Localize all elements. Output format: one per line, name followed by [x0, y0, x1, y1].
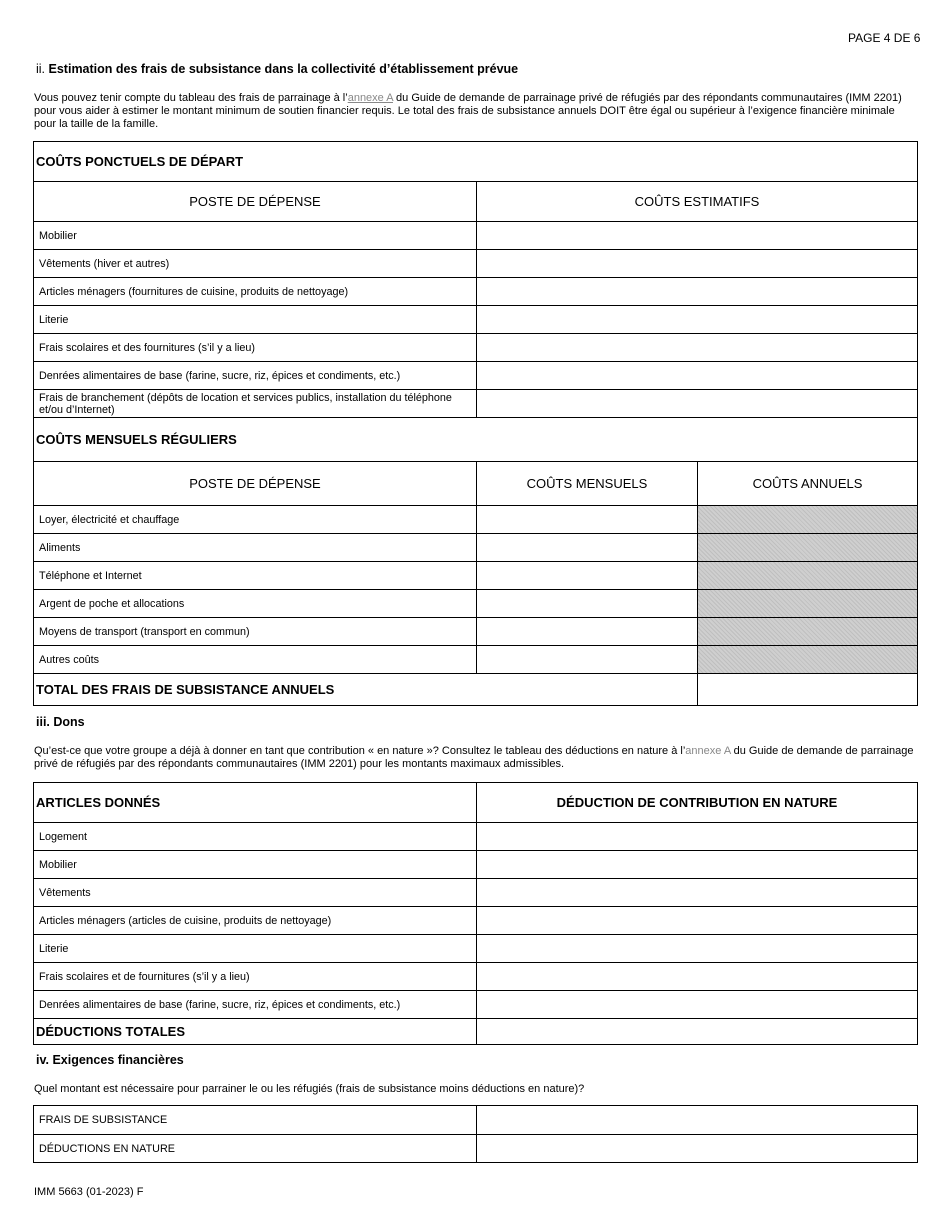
- monthly-title: COÛTS MENSUELS RÉGULIERS: [36, 432, 237, 447]
- row-label: Literie: [39, 313, 69, 326]
- donations-col-item: ARTICLES DONNÉS: [36, 795, 161, 810]
- deduction-input[interactable]: [476, 851, 917, 878]
- section-ii-title: [36, 62, 518, 76]
- row-label: Vêtements (hiver et autres): [39, 257, 170, 270]
- monthly-title-row: [34, 417, 917, 461]
- donations-header-row: [34, 783, 917, 822]
- table-row: [34, 934, 917, 962]
- estimated-cost-input[interactable]: [476, 334, 917, 361]
- row-label: Mobilier: [39, 858, 77, 871]
- table-row: [34, 906, 917, 934]
- one-time-col-cost: COÛTS ESTIMATIFS: [476, 182, 917, 221]
- row-label: DÉDUCTIONS EN NATURE: [39, 1142, 175, 1155]
- deduction-input[interactable]: [476, 879, 917, 906]
- section-iii-intro: Qu’est-ce que votre groupe a déjà à donner en tant que contribution « en nature »? Consultez le tableau des déductions en nature à l’annexe A du Guide de demande de parrainage privé de réfugiés par des répondants communautaires (IMM 2201) pour les montants maximaux admissibles.: [34, 745, 914, 770]
- living-costs-table: [33, 141, 918, 706]
- form-number: IMM 5663 (01-2023) F: [34, 1186, 144, 1198]
- table-row: [34, 1134, 917, 1162]
- row-label: Articles ménagers (articles de cuisine, produits de nettoyage): [39, 914, 332, 927]
- requirements-table: [33, 1105, 918, 1163]
- deduction-input[interactable]: [476, 963, 917, 990]
- row-label: Mobilier: [39, 229, 77, 242]
- deduction-input[interactable]: [476, 935, 917, 962]
- table-row: [34, 533, 917, 561]
- estimated-cost-input[interactable]: [476, 362, 917, 389]
- monthly-cost-input[interactable]: [476, 506, 697, 533]
- one-time-title: COÛTS PONCTUELS DE DÉPART: [36, 154, 244, 169]
- annexe-a-link[interactable]: annexe A: [685, 745, 731, 757]
- table-row: [34, 990, 917, 1018]
- estimated-cost-input[interactable]: [476, 222, 917, 249]
- living-costs-input[interactable]: [476, 1106, 917, 1134]
- section-ii-heading: Estimation des frais de subsistance dans la collectivité d’établissement prévue: [48, 62, 519, 76]
- table-row: [34, 561, 917, 589]
- monthly-col-annual: COÛTS ANNUELS: [697, 462, 917, 505]
- table-row: [34, 389, 917, 417]
- table-row: [34, 962, 917, 990]
- estimated-cost-input[interactable]: [476, 250, 917, 277]
- table-row: [34, 333, 917, 361]
- row-label: Frais de branchement (dépôts de location et services publics, installation du téléphone et/ou d’Internet): [39, 391, 452, 416]
- row-label: Denrées alimentaires de base (farine, sucre, riz, épices et condiments, etc.): [39, 998, 401, 1011]
- section-ii-intro: Vous pouvez tenir compte du tableau des frais de parrainage à l’annexe A du Guide de demande de parrainage privé de réfugiés par des répondants communautaires (IMM 2201) pour vous aider à estimer le montant minimum de soutien financier requis. Le total des frais de subsistance annuels DOIT être égal ou supérieur à l’exigence financière minimale pour la taille de la famille.: [34, 92, 902, 130]
- monthly-cost-input[interactable]: [476, 646, 697, 673]
- page-number: PAGE 4 DE 6: [848, 31, 921, 45]
- estimated-cost-input[interactable]: [476, 390, 917, 417]
- monthly-cost-input[interactable]: [476, 534, 697, 561]
- table-row: [34, 505, 917, 533]
- table-row: [34, 850, 917, 878]
- row-label: Vêtements: [39, 886, 91, 899]
- table-row: [34, 305, 917, 333]
- annual-cost-field: [697, 534, 917, 561]
- monthly-cost-input[interactable]: [476, 562, 697, 589]
- donations-table: [33, 782, 918, 1045]
- deductions-total-row: [34, 1018, 917, 1044]
- annual-cost-field: [697, 618, 917, 645]
- deductions-total-input[interactable]: [476, 1019, 917, 1044]
- table-row: [34, 589, 917, 617]
- in-kind-deductions-input[interactable]: [476, 1135, 917, 1162]
- row-label: Aliments: [39, 541, 81, 554]
- monthly-col-monthly: COÛTS MENSUELS: [476, 462, 697, 505]
- monthly-header-row: [34, 461, 917, 505]
- table-row: [34, 1106, 917, 1134]
- table-row: [34, 249, 917, 277]
- table-row: [34, 361, 917, 389]
- row-label: Literie: [39, 942, 69, 955]
- deduction-input[interactable]: [476, 823, 917, 850]
- table-row: [34, 645, 917, 673]
- donations-col-deduction: DÉDUCTION DE CONTRIBUTION EN NATURE: [476, 783, 917, 822]
- table-row: [34, 221, 917, 249]
- section-ii-number: ii.: [36, 62, 46, 76]
- deduction-input[interactable]: [476, 907, 917, 934]
- row-label: Argent de poche et allocations: [39, 597, 185, 610]
- table-row: [34, 822, 917, 850]
- one-time-col-item: POSTE DE DÉPENSE: [189, 194, 321, 209]
- row-label: Moyens de transport (transport en commun): [39, 625, 250, 638]
- row-label: Autres coûts: [39, 653, 100, 666]
- table-row: [34, 277, 917, 305]
- section-iv-title: iv. Exigences financières: [36, 1053, 184, 1067]
- row-label: Téléphone et Internet: [39, 569, 142, 582]
- one-time-header-row: [34, 181, 917, 221]
- estimated-cost-input[interactable]: [476, 306, 917, 333]
- row-label: Logement: [39, 830, 88, 843]
- deductions-total-label: DÉDUCTIONS TOTALES: [36, 1024, 186, 1039]
- row-label: Denrées alimentaires de base (farine, sucre, riz, épices et condiments, etc.): [39, 369, 401, 382]
- row-label: FRAIS DE SUBSISTANCE: [39, 1114, 168, 1126]
- annexe-a-link[interactable]: annexe A: [347, 92, 393, 104]
- row-label: Frais scolaires et des fournitures (s’il y a lieu): [39, 341, 256, 354]
- deduction-input[interactable]: [476, 991, 917, 1018]
- table-row: [34, 878, 917, 906]
- row-label: Loyer, électricité et chauffage: [39, 513, 180, 526]
- monthly-col-item: POSTE DE DÉPENSE: [189, 476, 321, 491]
- row-label: Articles ménagers (fournitures de cuisine, produits de nettoyage): [39, 285, 349, 298]
- section-iv-intro: Quel montant est nécessaire pour parrainer le ou les réfugiés (frais de subsistance moins déductions en nature)?: [34, 1083, 585, 1095]
- annual-cost-field: [697, 590, 917, 617]
- annual-cost-field: [697, 562, 917, 589]
- section-iii-title: iii. Dons: [36, 715, 85, 729]
- row-label: Frais scolaires et de fournitures (s’il y a lieu): [39, 970, 250, 983]
- annual-cost-field: [697, 506, 917, 533]
- monthly-cost-input[interactable]: [476, 618, 697, 645]
- annual-cost-field: [697, 646, 917, 673]
- annual-total-label: TOTAL DES FRAIS DE SUBSISTANCE ANNUELS: [36, 682, 335, 697]
- table-row: [34, 617, 917, 645]
- one-time-title-row: [34, 142, 917, 181]
- annual-total-input[interactable]: [697, 674, 917, 705]
- annual-total-row: [34, 673, 917, 705]
- estimated-cost-input[interactable]: [476, 278, 917, 305]
- monthly-cost-input[interactable]: [476, 590, 697, 617]
